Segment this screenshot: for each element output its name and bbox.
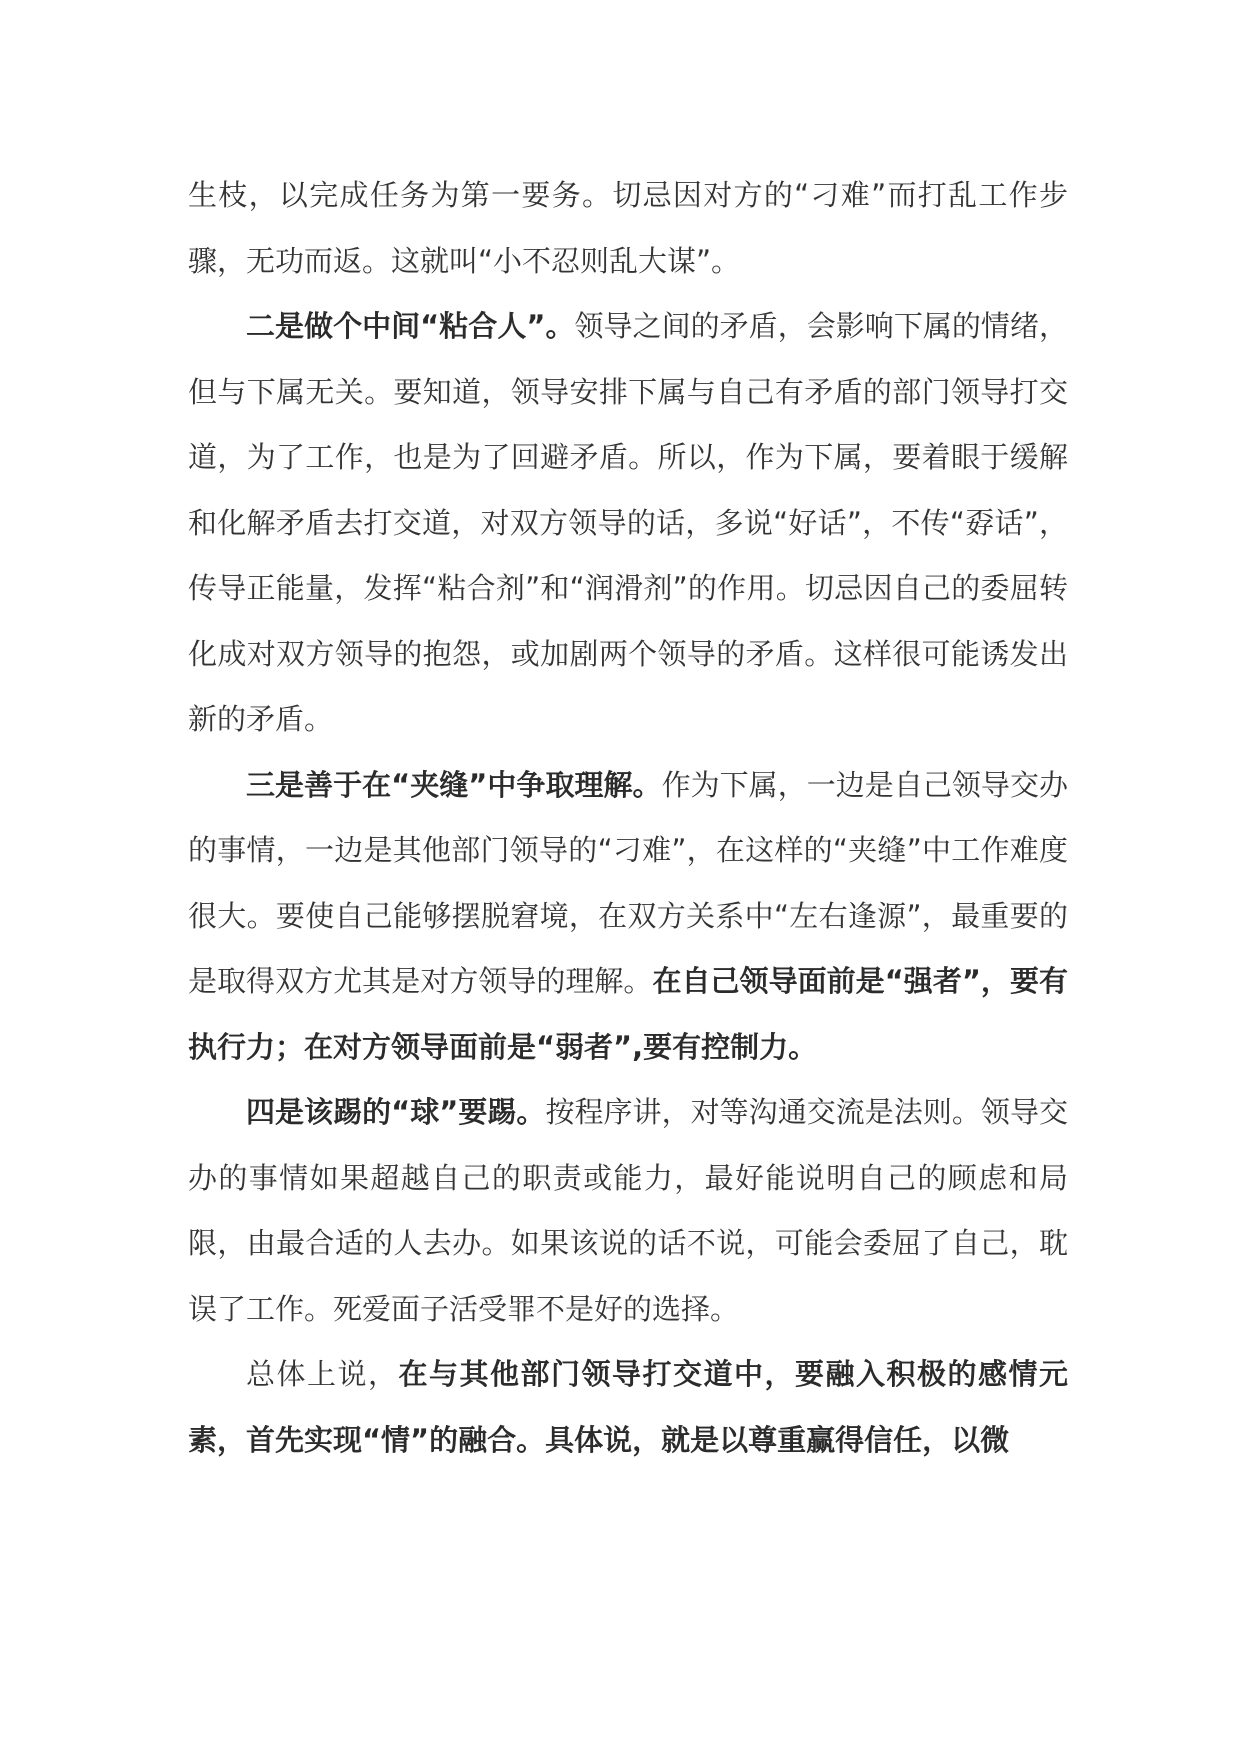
paragraph-4 [188, 1080, 1068, 1342]
paragraph-5 [188, 1342, 1068, 1473]
bold-heading-run: 四是该踢的“球”要踢。 [246, 1095, 546, 1129]
bold-text-run: 在自己领导面前是“强者”，要有执行力；在对方领导面前是“弱者”,要有控制力。 [188, 964, 1068, 1064]
text-run: 按程序讲，对等沟通交流是法则。领导交办的事情如果超越自己的职责或能力，最好能说明自己的顾虑和局限，由最合适的人去办。如果该说的话不说，可能会委屈了自己，耽误了工作。死爱面子活受罪不是好的选择。 [188, 1095, 1068, 1326]
text-run: 作为下属，一边是自己领导交办的事情，一边是其他部门领导的“刁难”，在这样的“夹缝”中工作难度很大。要使自己能够摆脱窘境，在双方关系中“左右逢源”，最重要的是取得双方尤其是对方领导的理解。 [188, 767, 1068, 998]
text-run: 领导之间的矛盾，会影响下属的情绪，但与下属无关。要知道，领导安排下属与自己有矛盾的部门领导打交道，为了工作，也是为了回避矛盾。所以，作为下属，要着眼于缓解和化解矛盾去打交道，对双方领导的话，多说“好话”，不传“孬话”，传导正能量，发挥“粘合剂”和“润滑剂”的作用。切忌因自己的委屈转化成对双方领导的抱怨，或加剧两个领导的矛盾。这样很可能诱发出新的矛盾。 [188, 309, 1068, 736]
paragraph-1 [188, 163, 1068, 294]
paragraph-2 [188, 294, 1068, 753]
article-body [188, 163, 1068, 1473]
paragraph-3 [188, 753, 1068, 1081]
text-run: 总体上说， [246, 1357, 399, 1391]
text-run: 生枝，以完成任务为第一要务。切忌因对方的“刁难”而打乱工作步骤，无功而返。这就叫“小不忍则乱大谋”。 [188, 178, 1068, 278]
bold-heading-run: 三是善于在“夹缝”中争取理解。 [246, 767, 662, 802]
bold-text-run: 在与其他部门领导打交道中，要融入积极的感情元素，首先实现“情”的融合。具体说，就是以尊重赢得信任，以微 [188, 1357, 1068, 1457]
bold-heading-run: 二是做个中间“粘合人”。 [246, 309, 575, 343]
